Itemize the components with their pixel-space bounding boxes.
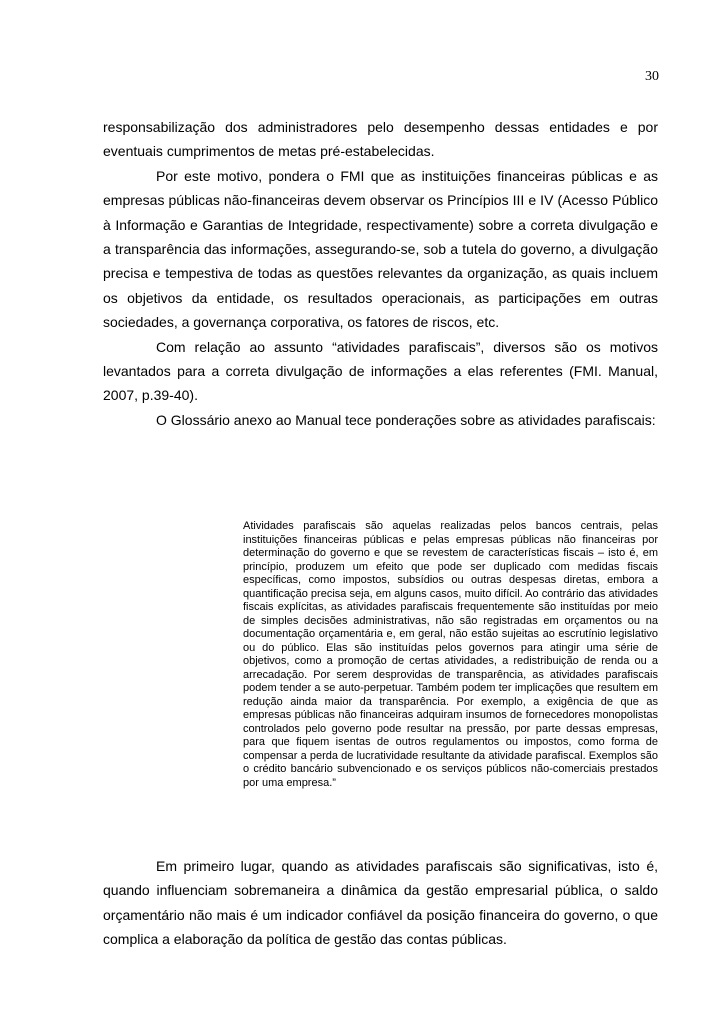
paragraph-glossary-intro: O Glossário anexo ao Manual tece ponderações sobre as atividades parafiscais: bbox=[156, 411, 656, 428]
body-text-bottom bbox=[103, 854, 658, 952]
block-quote: Atividades parafiscais são aquelas realizadas pelos bancos centrais, pelas instituições financeiras públicas e pelas empresas públicas não financeiras por determinação do governo e que se revestem de características fiscais – isto é, em princípio, produzem um efeito que pode ser duplicado com medidas fiscais específicas, como impostos, subsídios ou outras despesas diretas, embora a quantificação precisa seja, em alguns casos, muito difícil. Ao contrário das atividades fiscais explícitas, as atividades parafiscais frequentemente são instituídas por meio de simples decisões administrativas, não são registradas em orçamentos ou na documentação orçamentária e, em geral, não estão sujeitas ao escrutínio legislativo ou do público. Elas são instituídas pelos governos para atingir uma série de objetivos, como a promoção de certas atividades, a redistribuição de renda ou a arrecadação. Por serem desprovidas de transparência, as atividades parafiscais podem tender a se auto-perpetuar. Também podem ter implicações que resultem em redução ainda maior da transparência. Por exemplo, a exigência de que as empresas públicas não financeiras adquiram insumos de fornecedores monopolistas controlados pelo governo pode resultar na pressão, por parte dessas empresas, para que fiquem isentas de outros regulamentos ou impostos, como forma de compensar a perda de lucratividade resultante da atividade parafiscal. Exemplos são o crédito bancário subvencionado e os serviços públicos não-comerciais prestados por uma empresa.” bbox=[243, 520, 658, 789]
paragraph-first-place: Em primeiro lugar, quando as atividades parafiscais são significativas, isto é, quando influenciam sobremaneira a dinâmica da gestão empresarial pública, o saldo orçamentário não mais é um indicador confiável da posição financeira do governo, o que complica a elaboração da política de gestão das contas públicas. bbox=[103, 858, 658, 948]
page-number: 30 bbox=[645, 69, 659, 84]
paragraph-continuation: responsabilização dos administradores pelo desempenho dessas entidades e por eventuais cumprimentos de metas pré-estabelecidas. bbox=[103, 119, 658, 160]
paragraph-parafiscal-activities: Com relação ao assunto “atividades parafiscais”, diversos são os motivos levantados para a correta divulgação de informações a elas referentes (FMI. Manual, 2007, p.39-40). bbox=[103, 338, 658, 404]
paragraph-fmi-principles: Por este motivo, pondera o FMI que as instituições financeiras públicas e as empresas públicas não-financeiras devem observar os Princípios III e IV (Acesso Público à Informação e Garantias de Integridade, respectivamente) sobre a correta divulgação e a transparência das informações, assegurando-se, sob a tutela do governo, a divulgação precisa e tempestiva de todas as questões relevantes da organização, as quais incluem os objetivos da entidade, os resultados operacionais, as participações em outras sociedades, a governança corporativa, os fatores de riscos, etc. bbox=[103, 167, 658, 331]
body-text-top bbox=[103, 115, 658, 432]
